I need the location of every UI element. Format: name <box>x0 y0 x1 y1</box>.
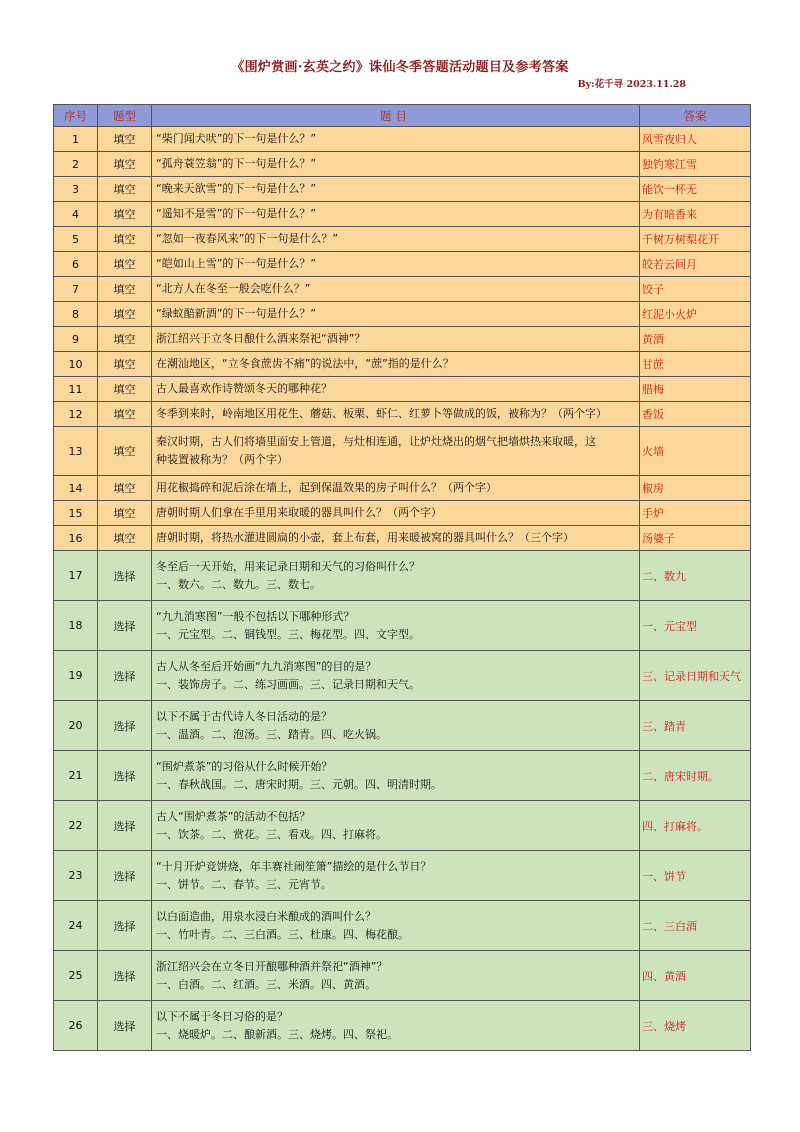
table-row <box>54 352 751 377</box>
table-row <box>54 302 751 327</box>
question-cell <box>152 951 640 1001</box>
question-type: 填空 <box>98 252 152 277</box>
row-number: 3 <box>54 177 98 202</box>
row-number: 20 <box>54 701 98 751</box>
table-row <box>54 277 751 302</box>
row-number: 25 <box>54 951 98 1001</box>
question-options: 一、饼节。二、春节。三、元宵节。 <box>156 877 332 891</box>
row-number: 11 <box>54 377 98 402</box>
question-cell <box>152 801 640 851</box>
column-header-answer: 答案 <box>640 105 751 127</box>
question-type: 填空 <box>98 302 152 327</box>
column-header-type: 题型 <box>98 105 152 127</box>
row-number: 5 <box>54 227 98 252</box>
table-row <box>54 851 751 901</box>
question-cell <box>152 227 640 252</box>
question-type: 选择 <box>98 601 152 651</box>
answer-cell: 一、饼节 <box>640 851 751 901</box>
question-cell <box>152 851 640 901</box>
question-text: 冬至后一天开始，用来记录日期和天气的习俗叫什么？ <box>156 559 420 573</box>
table-row <box>54 951 751 1001</box>
question-cell <box>152 476 640 501</box>
table-row <box>54 601 751 651</box>
question-text: “围炉煮茶”的习俗从什么时候开始？ <box>156 759 333 773</box>
row-number: 1 <box>54 127 98 152</box>
question-text: 古人最喜欢作诗赞颂冬天的哪种花？ <box>156 382 332 395</box>
table-row <box>54 526 751 551</box>
question-text: “柴门闻犬吠”的下一句是什么？” <box>156 132 317 145</box>
question-options: 一、春秋战国。二、唐宋时期。三、元朝。四、明清时期。 <box>156 777 442 791</box>
question-text: 以下不属于冬日习俗的是？ <box>156 1009 288 1023</box>
answer-cell: 饺子 <box>640 277 751 302</box>
table-row <box>54 152 751 177</box>
row-number: 21 <box>54 751 98 801</box>
answer-cell: 三、记录日期和天气 <box>640 651 751 701</box>
answer-cell: 二、唐宋时期。 <box>640 751 751 801</box>
question-text: 以下不属于古代诗人冬日活动的是？ <box>156 709 332 723</box>
document-title: 《围炉赏画·玄英之约》诛仙冬季答题活动题目及参考答案 <box>231 60 569 75</box>
question-cell <box>152 701 640 751</box>
question-type: 填空 <box>98 402 152 427</box>
question-cell <box>152 352 640 377</box>
table-row <box>54 252 751 277</box>
question-type: 填空 <box>98 227 152 252</box>
question-cell <box>152 127 640 152</box>
question-type: 填空 <box>98 352 152 377</box>
table-row <box>54 127 751 152</box>
question-cell <box>152 501 640 526</box>
answer-cell: 二、数九 <box>640 551 751 601</box>
question-options: 一、白酒。二、红酒。三、米酒。四、黄酒。 <box>156 977 376 991</box>
row-number: 13 <box>54 427 98 476</box>
question-options: 一、饮茶。二、赏花。三、看戏。四、打麻将。 <box>156 827 387 841</box>
answer-cell: 香饭 <box>640 402 751 427</box>
question-cell <box>152 651 640 701</box>
table-row <box>54 501 751 526</box>
question-cell <box>152 177 640 202</box>
row-number: 24 <box>54 901 98 951</box>
answer-cell: 四、打麻将。 <box>640 801 751 851</box>
row-number: 2 <box>54 152 98 177</box>
answer-cell: 手炉 <box>640 501 751 526</box>
answer-cell: 红泥小火炉 <box>640 302 751 327</box>
question-cell <box>152 302 640 327</box>
question-cell <box>152 202 640 227</box>
question-cell <box>152 152 640 177</box>
answer-cell: 为有暗香来 <box>640 202 751 227</box>
question-text: “遥知不是雪”的下一句是什么？” <box>156 207 317 220</box>
column-header-question: 题目 <box>152 105 640 127</box>
question-cell <box>152 402 640 427</box>
question-text: 古人“围炉煮茶”的活动不包括？ <box>156 809 311 823</box>
question-cell <box>152 252 640 277</box>
author-date: By:花千寻 2023.11.28 <box>577 79 686 90</box>
question-type: 填空 <box>98 152 152 177</box>
row-number: 8 <box>54 302 98 327</box>
table-row <box>54 402 751 427</box>
question-text: “皑如山上雪”的下一句是什么？” <box>156 257 317 270</box>
row-number: 22 <box>54 801 98 851</box>
column-header-number: 序号 <box>54 105 98 127</box>
table-row <box>54 177 751 202</box>
row-number: 7 <box>54 277 98 302</box>
row-number: 16 <box>54 526 98 551</box>
question-text: 冬季到来时，岭南地区用花生、蘑菇、板栗、虾仁、红萝卜等做成的饭，被称为？（两个字） <box>156 407 607 420</box>
table-header-row <box>54 105 751 127</box>
question-text: 以白面造曲，用泉水浸白米酿成的酒叫什么？ <box>156 909 376 923</box>
row-number: 23 <box>54 851 98 901</box>
answer-cell: 二、三白酒 <box>640 901 751 951</box>
row-number: 4 <box>54 202 98 227</box>
question-type: 填空 <box>98 202 152 227</box>
question-text: 用花椒捣碎和泥后涂在墙上，起到保温效果的房子叫什么？（两个字） <box>156 481 497 494</box>
question-type: 填空 <box>98 377 152 402</box>
question-text: 在潮汕地区，“立冬食蔗齿不痛”的说法中，“蔗”指的是什么？ <box>156 357 454 370</box>
question-cell <box>152 601 640 651</box>
table-row <box>54 801 751 851</box>
question-type: 选择 <box>98 751 152 801</box>
question-text: “十月开炉竞饼烧，年丰赛社闹笙箫”描绘的是什么节日？ <box>156 859 432 873</box>
table-row <box>54 651 751 701</box>
question-options: 一、数六。二、数九。三、数七。 <box>156 577 321 591</box>
row-number: 19 <box>54 651 98 701</box>
table-row <box>54 551 751 601</box>
row-number: 26 <box>54 1001 98 1051</box>
question-text: 古人从冬至后开始画“九九消寒图”的目的是？ <box>156 659 377 673</box>
question-type: 选择 <box>98 901 152 951</box>
question-text: 唐朝时期，将热水灌进圆扁的小壶，套上布套，用来暖被窝的器具叫什么？（三个字） <box>156 531 574 544</box>
answer-cell: 黄酒 <box>640 327 751 352</box>
answer-cell: 三、踏青 <box>640 701 751 751</box>
row-number: 18 <box>54 601 98 651</box>
question-text: “绿蚁醅新酒”的下一句是什么？” <box>156 307 317 320</box>
question-type: 选择 <box>98 851 152 901</box>
answer-cell: 腊梅 <box>640 377 751 402</box>
question-text: “忽如一夜春风来”的下一句是什么？” <box>156 232 339 245</box>
question-options: 一、竹叶青。二、三白酒。三、杜康。四、梅花酿。 <box>156 927 409 941</box>
question-cell <box>152 377 640 402</box>
row-number: 17 <box>54 551 98 601</box>
question-type: 选择 <box>98 651 152 701</box>
quiz-table <box>53 104 751 1051</box>
question-cell <box>152 427 640 476</box>
table-row <box>54 427 751 476</box>
answer-cell: 四、黄酒 <box>640 951 751 1001</box>
question-type: 选择 <box>98 801 152 851</box>
question-cell <box>152 751 640 801</box>
question-cell <box>152 526 640 551</box>
answer-cell: 皎若云间月 <box>640 252 751 277</box>
question-options: 一、装饰房子。二、练习画画。三、记录日期和天气。 <box>156 677 420 691</box>
question-text: “北方人在冬至一般会吃什么？” <box>156 282 311 295</box>
question-type: 选择 <box>98 951 152 1001</box>
answer-cell: 千树万树梨花开 <box>640 227 751 252</box>
table-body <box>54 127 751 1051</box>
question-cell <box>152 551 640 601</box>
question-type: 填空 <box>98 127 152 152</box>
question-type: 填空 <box>98 526 152 551</box>
question-type: 填空 <box>98 277 152 302</box>
question-type: 填空 <box>98 427 152 476</box>
table-row <box>54 1001 751 1051</box>
question-text: “晚来天欲雪”的下一句是什么？” <box>156 182 317 195</box>
question-type: 填空 <box>98 476 152 501</box>
answer-cell: 汤婆子 <box>640 526 751 551</box>
answer-cell: 三、烧烤 <box>640 1001 751 1051</box>
question-options: 一、温酒。二、泡汤。三、踏青。四、吃火锅。 <box>156 727 387 741</box>
question-options: 一、元宝型。二、铜钱型。三、梅花型。四、文字型。 <box>156 627 420 641</box>
row-number: 9 <box>54 327 98 352</box>
question-cell <box>152 1001 640 1051</box>
table-row <box>54 751 751 801</box>
question-text: “孤舟蓑笠翁”的下一句是什么？” <box>156 157 317 170</box>
table-row <box>54 701 751 751</box>
row-number: 15 <box>54 501 98 526</box>
question-text: “九九消寒图”一般不包括以下哪种形式？ <box>156 609 355 623</box>
answer-cell: 风雪夜归人 <box>640 127 751 152</box>
table-row <box>54 202 751 227</box>
question-type: 填空 <box>98 501 152 526</box>
question-type: 选择 <box>98 1001 152 1051</box>
answer-cell: 一、元宝型 <box>640 601 751 651</box>
row-number: 14 <box>54 476 98 501</box>
question-text: 秦汉时期，古人们将墙里面安上管道，与灶相连通，让炉灶烧出的烟气把墙烘热来取暖，这 <box>156 435 596 448</box>
question-cell <box>152 327 640 352</box>
answer-cell: 能饮一杯无 <box>640 177 751 202</box>
question-text: 浙江绍兴会在立冬日开酿哪种酒并祭祀“酒神”？ <box>156 959 388 973</box>
row-number: 12 <box>54 402 98 427</box>
row-number: 6 <box>54 252 98 277</box>
table-row <box>54 476 751 501</box>
answer-cell: 独钓寒江雪 <box>640 152 751 177</box>
question-type: 选择 <box>98 701 152 751</box>
answer-cell: 椒房 <box>640 476 751 501</box>
table-row <box>54 901 751 951</box>
question-cell <box>152 901 640 951</box>
question-cell <box>152 277 640 302</box>
table-row <box>54 327 751 352</box>
question-type: 填空 <box>98 327 152 352</box>
table-row <box>54 227 751 252</box>
question-type: 选择 <box>98 551 152 601</box>
row-number: 10 <box>54 352 98 377</box>
question-options: 种装置被称为？（两个字） <box>156 453 288 466</box>
question-text: 唐朝时期人们拿在手里用来取暖的器具叫什么？（两个字） <box>156 506 442 519</box>
question-options: 一、烧暖炉。二、酿新酒。三、烧烤。四、祭祀。 <box>156 1027 398 1041</box>
question-type: 填空 <box>98 177 152 202</box>
answer-cell: 甘蔗 <box>640 352 751 377</box>
question-text: 浙江绍兴于立冬日酿什么酒来祭祀“酒神”？ <box>156 332 366 345</box>
answer-cell: 火墙 <box>640 427 751 476</box>
table-row <box>54 377 751 402</box>
